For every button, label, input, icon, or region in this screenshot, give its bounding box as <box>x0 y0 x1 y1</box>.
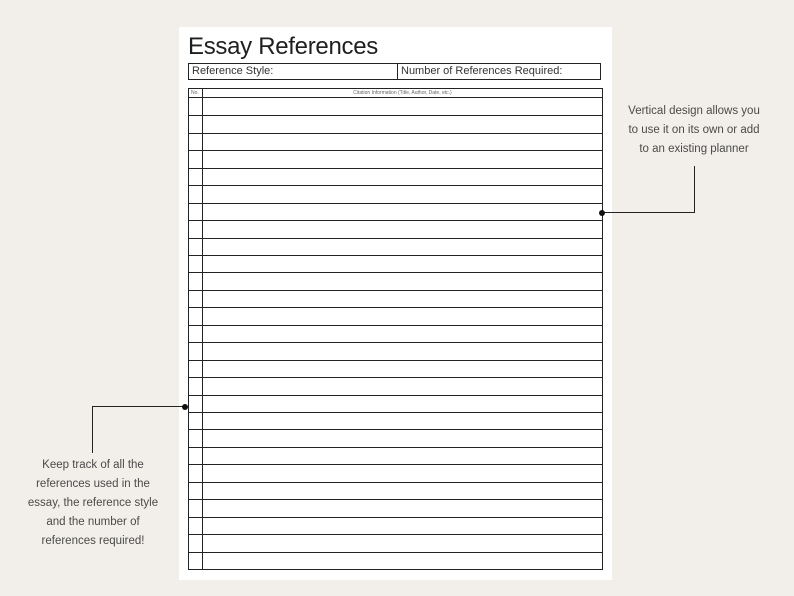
column-divider <box>202 89 203 569</box>
table-row-line <box>189 220 602 221</box>
table-row-line <box>189 377 602 378</box>
table-row-line <box>189 395 602 396</box>
annotation-line: references used in the <box>36 478 150 490</box>
table-header <box>189 89 602 98</box>
annotation-line: and the number of <box>46 516 140 528</box>
annotation-line: to an existing planner <box>639 143 749 155</box>
annotation-line: to use it on its own or add <box>628 124 760 136</box>
table-row-line <box>189 238 602 239</box>
callout-line <box>694 166 695 213</box>
planner-page <box>179 27 612 580</box>
table-row-line <box>189 290 602 291</box>
column-header-citation: Citation Information (Title, Author, Date, etc.) <box>353 90 452 96</box>
table-row-line <box>189 482 602 483</box>
annotation-line: Vertical design allows you <box>628 105 760 117</box>
table-row-line <box>189 168 602 169</box>
table-row-line <box>189 412 602 413</box>
table-row-line <box>189 150 602 151</box>
annotation-keep-track <box>26 456 160 551</box>
table-row-line <box>189 517 602 518</box>
table-row-line <box>189 115 602 116</box>
table-row-line <box>189 133 602 134</box>
table-row-line <box>189 342 602 343</box>
table-row-line <box>189 429 602 430</box>
references-required-field[interactable]: Number of References Required: <box>401 65 563 77</box>
annotation-line: essay, the reference style <box>27 497 159 509</box>
table-row-line <box>189 185 602 186</box>
annotation-line: Keep track of all the <box>42 459 144 471</box>
callout-line <box>92 406 93 453</box>
table-row-line <box>189 307 602 308</box>
page-title: Essay References <box>188 33 378 60</box>
table-row-line <box>189 325 602 326</box>
annotation-vertical-design <box>624 102 764 159</box>
table-row-line <box>189 534 602 535</box>
references-table <box>188 88 603 570</box>
table-row-line <box>189 499 602 500</box>
column-header-no: No. <box>191 90 199 96</box>
callout-line <box>92 406 186 407</box>
table-row-line <box>189 464 602 465</box>
header-fields <box>188 63 601 80</box>
table-row-line <box>189 255 602 256</box>
callout-line <box>603 212 695 213</box>
table-row-line <box>189 360 602 361</box>
callout-dot <box>182 404 188 410</box>
table-row-line <box>189 272 602 273</box>
reference-style-field[interactable]: Reference Style: <box>189 64 398 79</box>
table-row-line <box>189 447 602 448</box>
table-row-line <box>189 552 602 553</box>
annotation-line: references required! <box>41 535 145 547</box>
table-row-line <box>189 203 602 204</box>
callout-dot <box>599 210 605 216</box>
